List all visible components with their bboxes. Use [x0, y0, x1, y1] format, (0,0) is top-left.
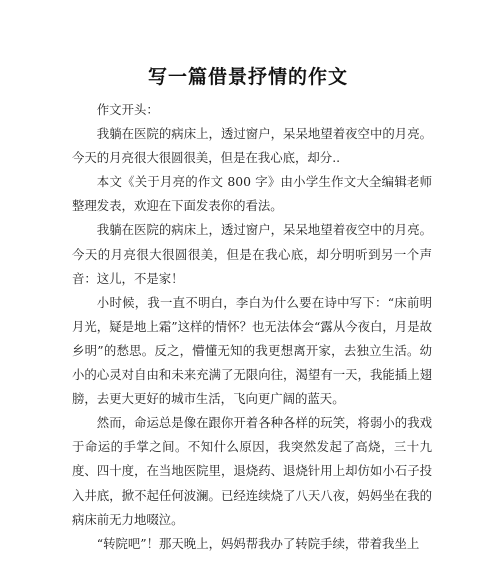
- paragraph: 本文《关于月亮的作文 800 字》由小学生作文大全编辑老师整理发表，欢迎在下面发表你的看法。: [72, 174, 432, 214]
- paragraph: 作文开头：: [96, 102, 159, 117]
- paragraph: 然而，命运总是像在跟你开着各种各样的玩笑，将弱小的我戏于命运的手掌之间。不知什么原因，我突然发起了高烧，三十九度、四十度，在当地医院里，退烧药、退烧针用上却仿如小石子投入井底，掀不起任何波澜。已经连续烧了八天八夜，妈妈坐在我的病床前无力地啜泣。: [72, 415, 432, 527]
- paragraph: 我躺在医院的病床上，透过窗户，呆呆地望着夜空中的月亮。今天的月亮很大很圆很美，但是在我心底，却分明听到另一个声音：这儿，不是家！: [72, 222, 432, 286]
- document-title: 写一篇借景抒情的作文: [147, 66, 348, 88]
- paragraph: “转院吧”！那天晚上，妈妈帮我办了转院手续，带着我坐上: [96, 535, 420, 551]
- paragraph: 我躺在医院的病床上，透过窗户，呆呆地望着夜空中的月亮。今天的月亮很大很圆很美，但是在我心底，却分..: [72, 126, 432, 166]
- paragraph: 小时候，我一直不明白，李白为什么要在诗中写下：“床前明月光，疑是地上霜”这样的情怀？也无法体会“露从今夜白，月是故乡明”的愁思。反之，懵懂无知的我更想离开家，去独立生活。幼小的心灵对自由和未来充满了无限向往，渴望有一天，我能插上翅膀，去更大更好的城市生活，飞向更广阔的蓝天。: [72, 294, 432, 407]
- document-body: [72, 98, 432, 556]
